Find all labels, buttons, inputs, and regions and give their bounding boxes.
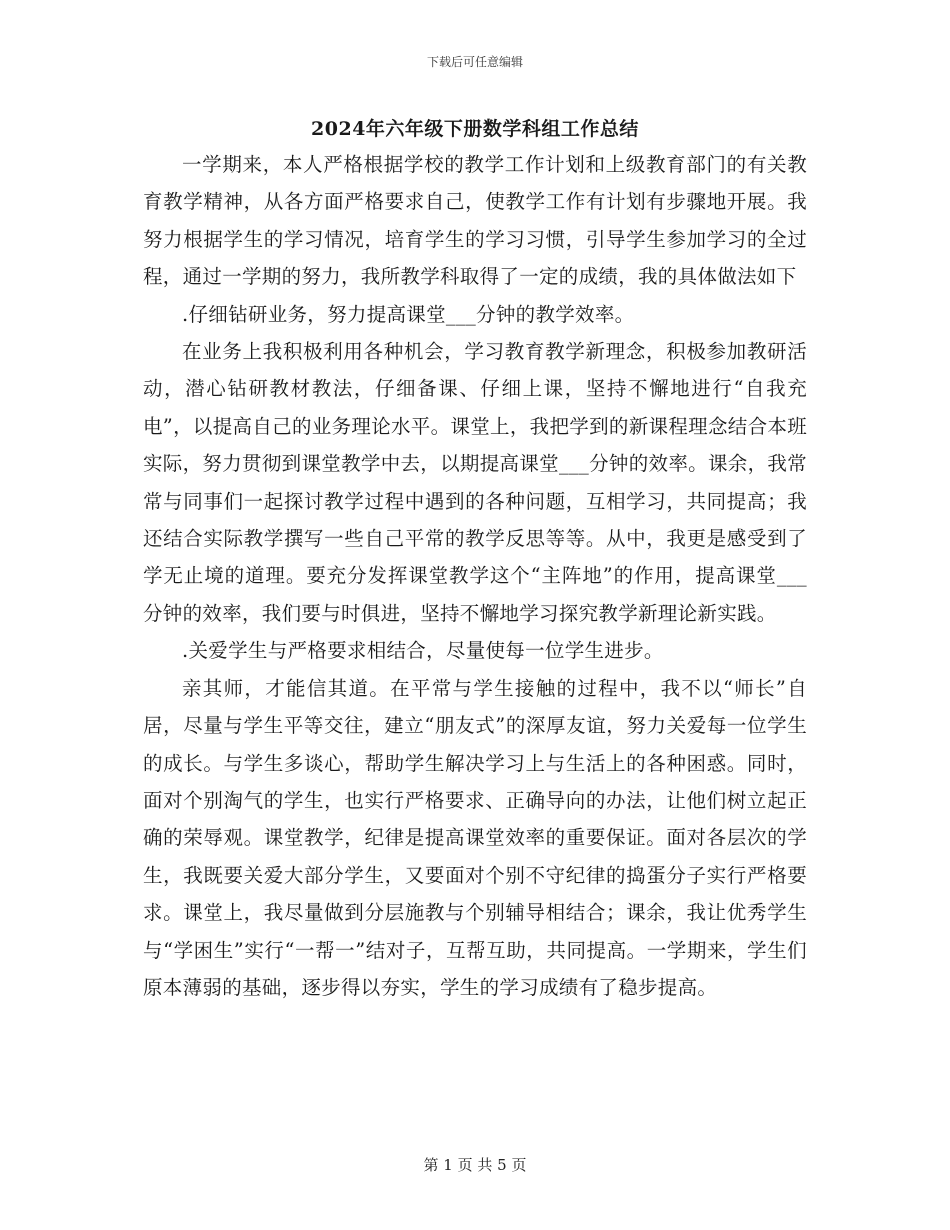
- intro-paragraph: 一学期来，本人严格根据学校的教学工作计划和上级教育部门的有关教育教学精神，从各方面严格要求自己，使教学工作有计划有步骤地开展。我努力根据学生的学习情况，培育学生的学习习惯，引导学生参加学习的全过程，通过一学期的努力，我所教学科取得了一定的成绩，我的具体做法如下: [143, 153, 807, 289]
- body-paragraph-1: 在业务上我积极利用各种机会，学习教育教学新理念，积极参加教研活动，潜心钻研教材教法，仔细备课、仔细上课，坚持不懈地进行“自我充电”，以提高自己的业务理论水平。课堂上，我把学到的新课程理念结合本班实际，努力贯彻到课堂教学中去，以期提高课堂___分钟的效率。课余，我常常与同事们一起探讨教学过程中遇到的各种问题，互相学习，共同提高；我还结合实际教学撰写一些自己平常的教学反思等等。从中，我更是感受到了学无止境的道理。要充分发挥课堂教学这个“主阵地”的作用，提高课堂___分钟的效率，我们要与时俱进，坚持不懈地学习探究教学新理论新实践。: [143, 340, 807, 625]
- page-number: 第 1 页 共 5 页: [423, 1156, 527, 1174]
- section-heading-1: .仔细钻研业务，努力提高课堂___分钟的教学效率。: [182, 302, 635, 326]
- document-body: [143, 146, 807, 1006]
- section-heading-2: .关爱学生与严格要求相结合，尽量使每一位学生进步。: [182, 639, 664, 663]
- header-note: 下载后可任意编辑: [426, 55, 523, 69]
- document-title: 2024年六年级下册数学科组工作总结: [311, 118, 639, 140]
- body-paragraph-2: 亲其师，才能信其道。在平常与学生接触的过程中，我不以“师长”自居，尽量与学生平等交往，建立“朋友式”的深厚友谊，努力关爱每一位学生的成长。与学生多谈心，帮助学生解决学习上与生活上的各种困惑。同时，面对个别淘气的学生，也实行严格要求、正确导向的办法，让他们树立起正确的荣辱观。课堂教学，纪律是提高课堂效率的重要保证。面对各层次的学生，我既要关爱大部分学生，又要面对个别不守纪律的捣蛋分子实行严格要求。课堂上，我尽量做到分层施教与个别辅导相结合；课余，我让优秀学生与“学困生”实行“一帮一”结对子，互帮互助，共同提高。一学期来，学生们原本薄弱的基础，逐步得以夯实，学生的学习成绩有了稳步提高。: [143, 676, 807, 999]
